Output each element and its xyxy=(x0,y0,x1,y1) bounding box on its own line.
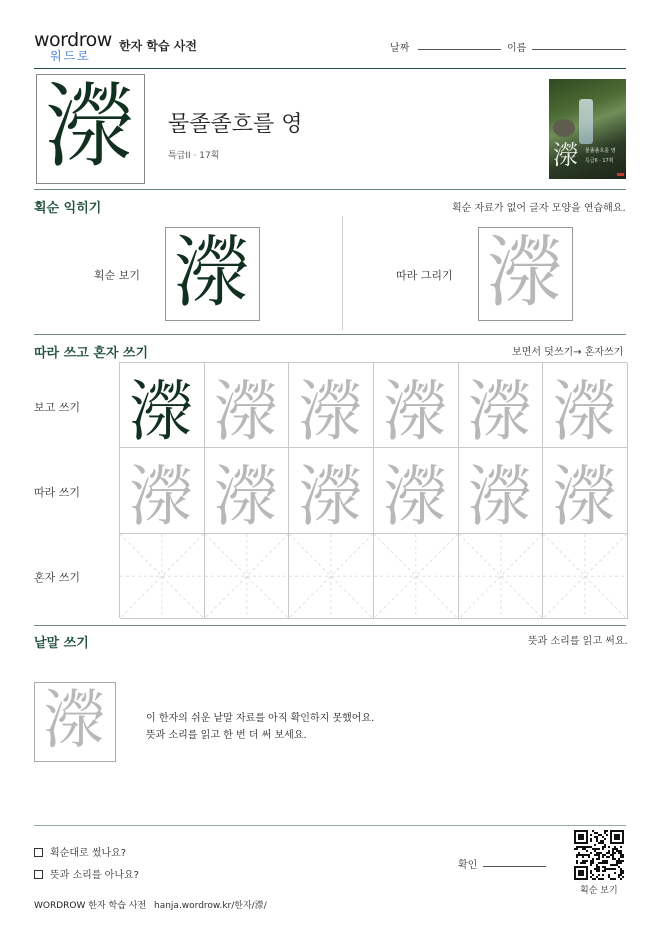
confirm-field[interactable] xyxy=(483,866,546,867)
rock-shape xyxy=(553,119,575,137)
trace-box[interactable] xyxy=(478,227,573,321)
practice-cell-trace[interactable] xyxy=(120,448,205,533)
hero-character-box xyxy=(36,74,145,184)
logo-wordmark: wordrow xyxy=(34,29,112,51)
practice-character: 濴 xyxy=(128,372,195,449)
stroke-divider xyxy=(34,334,626,335)
practice-cell-alone[interactable] xyxy=(205,534,290,619)
practice-cell-alone[interactable] xyxy=(543,534,628,619)
cell-guide-lines xyxy=(120,534,204,618)
hero-character: 濴 xyxy=(44,73,137,180)
thumbnail-caption: 물졸졸흐를 영 xyxy=(585,148,616,154)
practice-character: 濴 xyxy=(552,372,619,449)
footer-url[interactable]: hanja.wordrow.kr/한자/濴/ xyxy=(154,901,267,911)
qr-code[interactable] xyxy=(574,830,624,880)
cell-guide-lines xyxy=(374,534,458,618)
practice-character: 濴 xyxy=(382,458,449,534)
practice-character: 濴 xyxy=(467,458,534,534)
practice-cell-trace[interactable] xyxy=(289,448,374,533)
check-strokes-label: 획순대로 썼나요? xyxy=(50,848,127,859)
thumbnail-character: 濴 xyxy=(553,141,580,171)
practice-cell-trace[interactable] xyxy=(205,448,290,533)
date-label: 날짜 xyxy=(390,43,410,54)
checkbox-meaning[interactable] xyxy=(34,870,43,879)
confirm-label: 확인 xyxy=(458,860,478,871)
practice-cell-trace[interactable] xyxy=(459,448,544,533)
practice-cell-trace[interactable] xyxy=(374,448,459,533)
stroke-section-title: 획순 익히기 xyxy=(34,201,102,216)
practice-character: 濴 xyxy=(298,458,365,534)
app-title: 한자 학습 사전 xyxy=(119,39,197,53)
header-divider xyxy=(34,68,626,69)
qr-caption: 획순 보기 xyxy=(580,886,618,896)
stroke-section-note: 획순 자료가 없어 글자 모양을 연습해요. xyxy=(452,203,626,214)
practice-cell-view[interactable] xyxy=(459,363,544,448)
cell-guide-lines xyxy=(289,534,373,618)
practice-character: 濴 xyxy=(213,458,280,534)
practice-cell-alone[interactable] xyxy=(459,534,544,619)
logo xyxy=(34,30,112,66)
practice-cell-view[interactable] xyxy=(120,363,205,448)
thumbnail-badge xyxy=(617,173,624,176)
practice-divider xyxy=(34,625,626,626)
footer-divider xyxy=(34,825,626,826)
cell-guide-lines xyxy=(459,534,543,618)
word-character-box xyxy=(34,682,116,762)
practice-section-title: 따라 쓰고 혼자 쓰기 xyxy=(34,346,149,361)
practice-cell-view[interactable] xyxy=(289,363,374,448)
qr-code-icon xyxy=(574,830,624,880)
meaning-sound: 물졸졸흐를 영 xyxy=(168,112,303,137)
checkbox-strokes[interactable] xyxy=(34,848,43,857)
stroke-column-divider xyxy=(342,216,343,330)
practice-cell-trace[interactable] xyxy=(543,448,628,533)
practice-cell-alone[interactable] xyxy=(120,534,205,619)
name-field[interactable] xyxy=(532,49,626,50)
word-character: 濴 xyxy=(43,684,107,758)
practice-character: 濴 xyxy=(552,458,619,534)
practice-grid xyxy=(119,362,627,618)
check-meaning-label: 뜻과 소리를 아나요? xyxy=(50,870,139,881)
practice-cell-view[interactable] xyxy=(543,363,628,448)
practice-cell-alone[interactable] xyxy=(289,534,374,619)
footer-brand: WORDROW 한자 학습 사전 xyxy=(34,901,147,911)
row-label-view: 보고 쓰기 xyxy=(34,401,81,414)
word-section-title: 낱말 쓰기 xyxy=(34,636,89,651)
practice-section-note: 보면서 덧쓰기→ 혼자쓰기 xyxy=(512,347,624,358)
practice-cell-view[interactable] xyxy=(205,363,290,448)
date-field[interactable] xyxy=(418,49,501,50)
practice-character: 濴 xyxy=(128,458,195,534)
practice-character: 濴 xyxy=(467,372,534,449)
logo-korean: 워드로 xyxy=(50,49,91,63)
practice-character: 濴 xyxy=(298,372,365,449)
practice-character: 濴 xyxy=(382,372,449,449)
word-message-line2: 뜻과 소리를 읽고 한 번 더 써 보세요. xyxy=(146,730,307,741)
word-section-note: 뜻과 소리를 읽고 써요. xyxy=(528,636,628,647)
word-message-line1: 이 한자의 쉬운 낱말 자료를 아직 확인하지 못했어요. xyxy=(146,713,375,724)
cell-guide-lines xyxy=(205,534,289,618)
row-label-trace: 따라 쓰기 xyxy=(34,486,81,499)
checklist-item-strokes[interactable] xyxy=(34,844,126,859)
practice-cell-alone[interactable] xyxy=(374,534,459,619)
thumbnail-image xyxy=(549,79,626,179)
name-label: 이름 xyxy=(507,43,527,54)
trace-character: 濴 xyxy=(486,228,565,318)
stroke-view-box[interactable] xyxy=(165,227,260,321)
hero-divider xyxy=(34,189,626,190)
cell-guide-lines xyxy=(543,534,627,618)
row-label-alone: 혼자 쓰기 xyxy=(34,571,81,584)
checklist-item-meaning[interactable] xyxy=(34,866,139,881)
practice-cell-view[interactable] xyxy=(374,363,459,448)
waterfall-shape xyxy=(579,99,593,144)
grade-strokes: 특급II · 17획 xyxy=(168,151,220,161)
stroke-view-character: 濴 xyxy=(173,228,252,318)
stroke-view-label: 획순 보기 xyxy=(94,269,141,282)
trace-label: 따라 그리기 xyxy=(396,269,453,282)
practice-character: 濴 xyxy=(213,372,280,449)
thumbnail-sub: 특급II · 17획 xyxy=(585,158,614,164)
